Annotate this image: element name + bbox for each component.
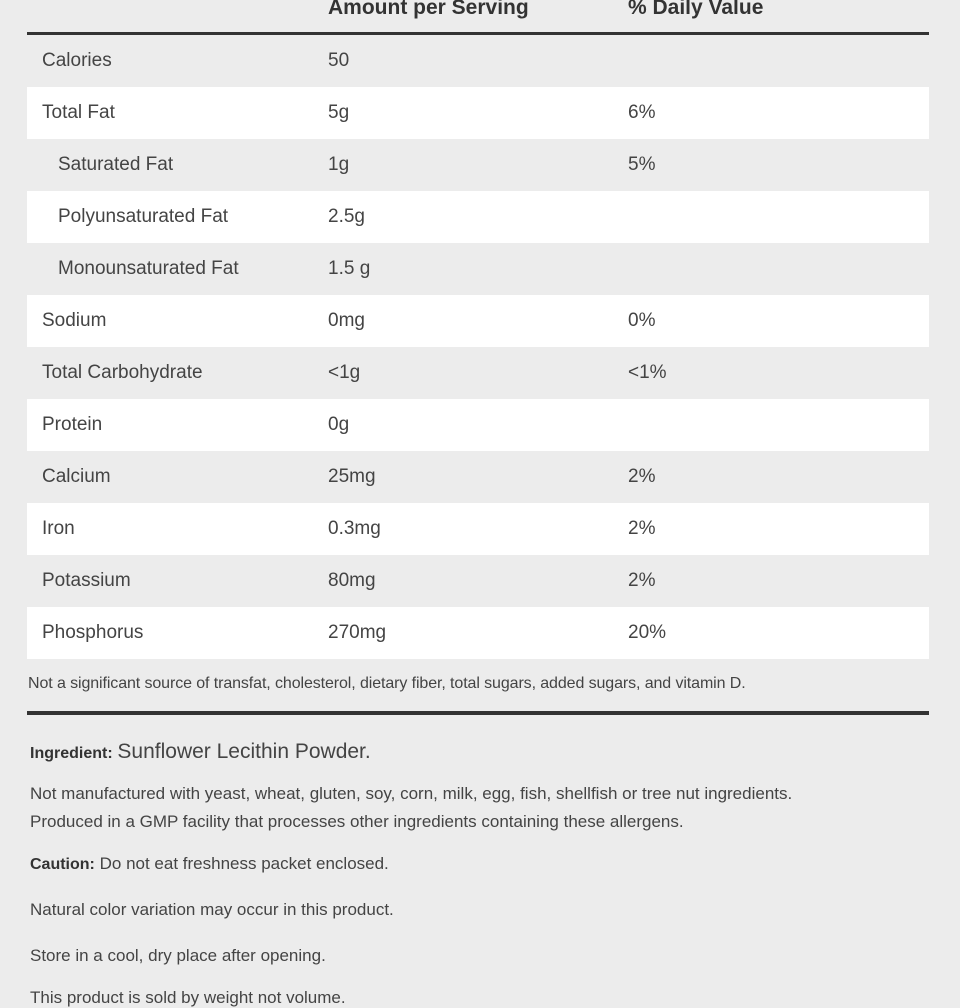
nutrient-amount: 50 (328, 50, 350, 71)
nutrient-name: Polyunsaturated Fat (58, 206, 229, 227)
table-row (27, 503, 929, 555)
nutrition-table (27, 35, 929, 659)
nutrient-name: Iron (42, 518, 75, 539)
caution-text: Do not eat freshness packet enclosed. (99, 854, 389, 873)
nutrient-amount: 0.3mg (328, 518, 381, 539)
nutrient-name: Sodium (42, 310, 107, 331)
nutrient-amount: 1g (328, 154, 350, 175)
nutrient-amount: 2.5g (328, 206, 365, 227)
nutrient-amount: 270mg (328, 622, 387, 643)
nutrient-name: Protein (42, 414, 103, 435)
allergen-line-1: Not manufactured with yeast, wheat, gluten, soy, corn, milk, egg, fish, shellfish or tree nut ingredients. (30, 784, 793, 803)
storage-note: Store in a cool, dry place after opening. (30, 946, 326, 965)
nutrient-name: Phosphorus (42, 622, 144, 643)
nutrient-name: Calcium (42, 466, 111, 487)
nutrient-name: Potassium (42, 570, 131, 591)
ingredient-line (30, 740, 371, 764)
nutrient-amount: 25mg (328, 466, 376, 487)
weight-note: This product is sold by weight not volume. (30, 988, 346, 1007)
allergen-statement (30, 780, 792, 836)
nutrient-dv: 0% (628, 310, 656, 331)
nutrient-dv: 2% (628, 466, 656, 487)
table-header (0, 0, 960, 22)
nutrient-dv: <1% (628, 362, 667, 383)
nutrient-dv: 2% (628, 570, 656, 591)
table-row (27, 399, 929, 451)
table-row (27, 295, 929, 347)
nutrient-amount: 1.5 g (328, 258, 371, 279)
caution-line (30, 854, 389, 874)
nutrient-dv: 6% (628, 102, 656, 123)
nutrient-name: Total Carbohydrate (42, 362, 203, 383)
nutrient-amount: 5g (328, 102, 350, 123)
nutrient-dv: 5% (628, 154, 656, 175)
daily-value-column-header: % Daily Value (628, 0, 764, 19)
table-row (27, 555, 929, 607)
nutrient-amount: <1g (328, 362, 361, 383)
allergen-line-2: Produced in a GMP facility that processes other ingredients containing these allergens. (30, 812, 684, 831)
table-row (27, 451, 929, 503)
table-row (27, 87, 929, 139)
nutrient-name: Total Fat (42, 102, 115, 123)
footnote: Not a significant source of transfat, cholesterol, dietary fiber, total sugars, added sugars, and vitamin D. (28, 675, 746, 692)
nutrient-dv: 20% (628, 622, 667, 643)
ingredient-value: Sunflower Lecithin Powder. (117, 740, 371, 763)
nutrient-dv: 2% (628, 518, 656, 539)
color-variation-note: Natural color variation may occur in this product. (30, 900, 394, 919)
nutrient-name: Saturated Fat (58, 154, 174, 175)
table-row (27, 607, 929, 659)
table-row (27, 347, 929, 399)
caution-label: Caution: (30, 856, 95, 873)
nutrient-amount: 0mg (328, 310, 365, 331)
nutrient-amount: 0g (328, 414, 350, 435)
nutrient-name: Calories (42, 50, 112, 71)
table-row (27, 139, 929, 191)
table-row (27, 191, 929, 243)
table-row (27, 35, 929, 87)
nutrient-name: Monounsaturated Fat (58, 258, 239, 279)
table-row (27, 243, 929, 295)
section-divider (27, 711, 929, 715)
ingredient-label: Ingredient: (30, 745, 113, 762)
nutrient-amount: 80mg (328, 570, 376, 591)
amount-column-header: Amount per Serving (328, 0, 529, 19)
